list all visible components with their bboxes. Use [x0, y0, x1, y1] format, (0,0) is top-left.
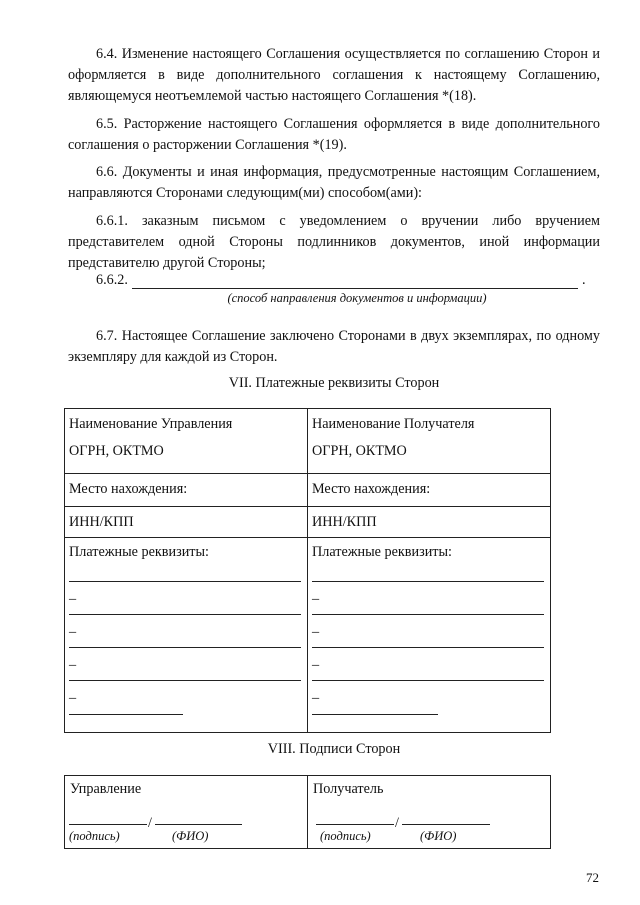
payment-blank-line [69, 647, 301, 648]
left-inn-label: ИНН/КПП [69, 514, 134, 530]
section-7-heading: VII. Платежные реквизиты Сторон [228, 375, 440, 391]
left-signature-slash: / [148, 815, 152, 831]
right-signature-title: Получатель [313, 781, 384, 797]
right-payment-label: Платежные реквизиты: [312, 544, 452, 560]
right-inn-cell [308, 507, 551, 538]
right-name-caption: (ФИО) [420, 829, 457, 843]
table-row [65, 409, 551, 474]
dash-mark: – [312, 690, 320, 706]
dash-mark: – [312, 591, 320, 607]
dash-mark: – [69, 591, 77, 607]
paragraph-6-6-2-period: . [582, 272, 586, 288]
payment-details-table [64, 408, 551, 733]
dash-mark: – [69, 624, 77, 640]
signatures-table [64, 775, 551, 849]
right-payment-cell [308, 538, 551, 733]
table-row [65, 538, 551, 733]
table-row [65, 776, 551, 849]
paragraph-6-6-1: 6.6.1. заказным письмом с уведомлением о вручении либо вручением представителем одной Стороны подлинников документов, иной информации представителю другой Стороны; [68, 213, 600, 271]
paragraph-6-6-2-blank-line [132, 288, 578, 289]
dash-mark: – [312, 624, 320, 640]
payment-blank-line [312, 680, 544, 681]
left-signature-caption: (подпись) [69, 829, 120, 843]
left-payment-label: Платежные реквизиты: [69, 544, 209, 560]
right-signature-slash: / [395, 815, 399, 831]
payment-blank-line [69, 714, 183, 715]
left-ogrn-label: ОГРН, ОКТМО [69, 443, 164, 459]
paragraph-6-6-2-caption: (способ направления документов и информации) [227, 291, 487, 305]
table-row [65, 474, 551, 507]
right-payment-block [312, 542, 546, 706]
payment-blank-line [312, 714, 438, 715]
dash-mark: – [312, 657, 320, 673]
section-8-heading: VIII. Подписи Сторон [267, 741, 401, 757]
left-name-caption: (ФИО) [172, 829, 209, 843]
payment-blank-line [312, 647, 544, 648]
paragraph-6-5: 6.5. Расторжение настоящего Соглашения оформляется в виде дополнительного соглашения о расторжении Соглашения *(19). [68, 116, 600, 153]
table-row [65, 507, 551, 538]
paragraph-6-4: 6.4. Изменение настоящего Соглашения осуществляется по соглашению Сторон и оформляется в виде дополнительного соглашения к настоящему Соглашению, являющемуся неотъемлемой частью настоящего Соглашения *(18). [68, 46, 600, 104]
dash-mark: – [69, 690, 77, 706]
right-signature-line [316, 824, 394, 825]
right-location-label: Место нахождения: [312, 481, 431, 497]
payment-blank-line [69, 680, 301, 681]
dash-mark: – [69, 657, 77, 673]
left-location-cell [65, 474, 308, 507]
right-name-label: Наименование Получателя [312, 416, 475, 432]
left-signature-title: Управление [70, 781, 142, 797]
right-signature-caption: (подпись) [320, 829, 371, 843]
payment-blank-line [69, 581, 301, 582]
left-payment-cell [65, 538, 308, 733]
paragraph-6-6: 6.6. Документы и иная информация, предусмотренные настоящим Соглашением, направляются Сторонами следующим(ми) способом(ами): [68, 164, 600, 201]
right-name-cell [308, 409, 551, 474]
left-payment-block [69, 542, 303, 706]
payment-blank-line [312, 614, 544, 615]
right-location-cell [308, 474, 551, 507]
payment-blank-line [69, 614, 301, 615]
left-name-cell [65, 409, 308, 474]
left-name-label: Наименование Управления [69, 416, 233, 432]
paragraph-6-6-2 [96, 272, 596, 292]
left-location-label: Место нахождения: [69, 481, 188, 497]
right-ogrn-label: ОГРН, ОКТМО [312, 443, 407, 459]
left-signature-line [69, 824, 147, 825]
page-number: 72 [586, 870, 599, 885]
paragraph-6-7: 6.7. Настоящее Соглашение заключено Сторонами в двух экземплярах, по одному экземпляру для каждой из Сторон. [68, 328, 600, 365]
paragraph-6-6-2-number: 6.6.2. [96, 272, 128, 288]
right-inn-label: ИНН/КПП [312, 514, 377, 530]
right-name-line [402, 824, 490, 825]
payment-blank-line [312, 581, 544, 582]
left-inn-cell [65, 507, 308, 538]
left-name-line [155, 824, 242, 825]
